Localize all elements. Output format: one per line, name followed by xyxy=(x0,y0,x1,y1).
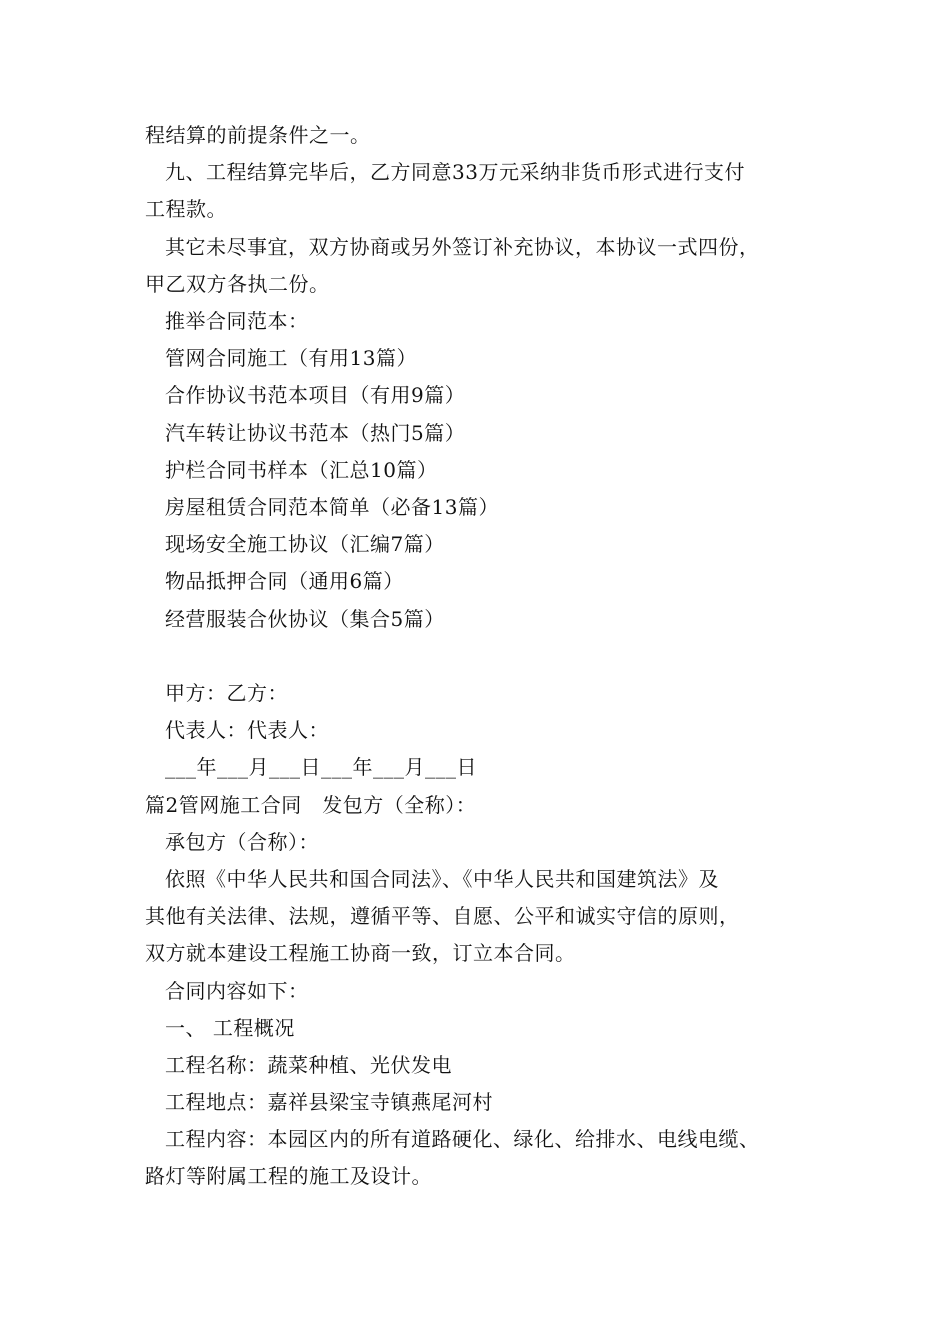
clause-heading-1: 一、 工程概况 xyxy=(165,1016,295,1040)
list-item-2: 合作协议书范本项目（有用9篇） xyxy=(165,383,466,407)
text-line-4: 其它未尽事宜，双方协商或另外签订补充协议，本协议一式四份， xyxy=(165,235,760,259)
list-item-7: 物品抵押合同（通用6篇） xyxy=(165,569,404,593)
text-line-5: 甲乙双方各执二份。 xyxy=(145,272,330,296)
list-item-5: 房屋租赁合同范本简单（必备13篇） xyxy=(165,495,499,519)
list-item-1: 管网合同施工（有用13篇） xyxy=(165,346,417,370)
text-line-6: 推举合同范本： xyxy=(165,309,309,333)
signature-parties: 甲方：乙方： xyxy=(165,681,288,705)
text-line-3: 工程款。 xyxy=(145,197,227,221)
section-heading: 篇2管网施工合同 发包方（全称）： xyxy=(145,793,477,817)
project-location: 工程地点：嘉祥县梁宝寺镇燕尾河村 xyxy=(165,1090,493,1114)
text-line-2: 九、工程结算完毕后，乙方同意33万元采纳非货币形式进行支付 xyxy=(165,160,745,184)
signature-representatives: 代表人：代表人： xyxy=(165,718,329,742)
list-item-3: 汽车转让协议书范本（热门5篇） xyxy=(165,421,466,445)
list-item-6: 现场安全施工协议（汇编7篇） xyxy=(165,532,445,556)
signature-dates: ___年___月___日___年___月___日 xyxy=(165,755,477,779)
text-line-basis-1: 依照《中华人民共和国合同法》、《中华人民共和国建筑法》及 xyxy=(165,867,719,891)
text-line-contractor: 承包方（合称）： xyxy=(165,830,319,854)
text-line-1: 程结算的前提条件之一。 xyxy=(145,123,371,147)
text-line-basis-3: 双方就本建设工程施工协商一致，订立本合同。 xyxy=(145,941,576,965)
project-content-2: 路灯等附属工程的施工及设计。 xyxy=(145,1164,432,1188)
project-content-1: 工程内容：本园区内的所有道路硬化、绿化、给排水、电线电缆、 xyxy=(165,1127,760,1151)
project-name: 工程名称：蔬菜种植、光伏发电 xyxy=(165,1053,452,1077)
text-line-basis-2: 其他有关法律、法规，遵循平等、自愿、公平和诚实守信的原则， xyxy=(145,904,740,928)
list-item-4: 护栏合同书样本（汇总10篇） xyxy=(165,458,438,482)
list-item-8: 经营服装合伙协议（集合5篇） xyxy=(165,607,445,631)
text-line-contents: 合同内容如下： xyxy=(165,979,309,1003)
